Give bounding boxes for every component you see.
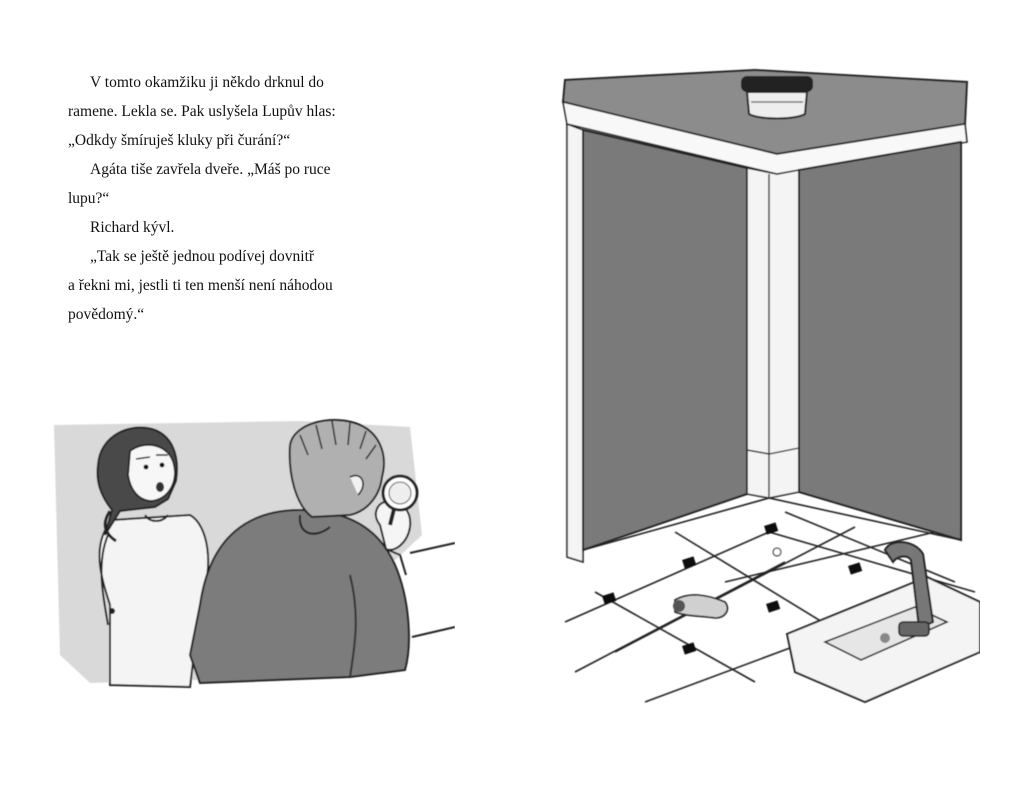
- shower-wall-left: [583, 130, 747, 550]
- kids-illustration: [50, 415, 455, 700]
- text-line: „Tak se ještě jednou podívej dovnitř: [90, 248, 315, 265]
- text-line: povědomý.“: [68, 306, 145, 323]
- text-line: ramene. Lekla se. Pak uslyšela Lupův hlas:: [68, 103, 336, 120]
- bathroom-illustration: [555, 62, 980, 707]
- text-line: Agáta tiše zavřela dveře. „Máš po ruce: [90, 161, 331, 178]
- story-text: [68, 68, 438, 329]
- text-line: Richard kývl.: [90, 219, 175, 236]
- ceiling-lamp-icon: [741, 76, 813, 119]
- shower-wall-right: [799, 142, 961, 540]
- text-line: V tomto okamžiku ji někdo drknul do: [90, 74, 324, 91]
- text-line: „Odkdy šmíruješ kluky při čurání?“: [68, 132, 291, 149]
- text-line: a řekni mi, jestli ti ten menší není náhodou: [68, 277, 333, 294]
- text-line: lupu?“: [68, 190, 110, 207]
